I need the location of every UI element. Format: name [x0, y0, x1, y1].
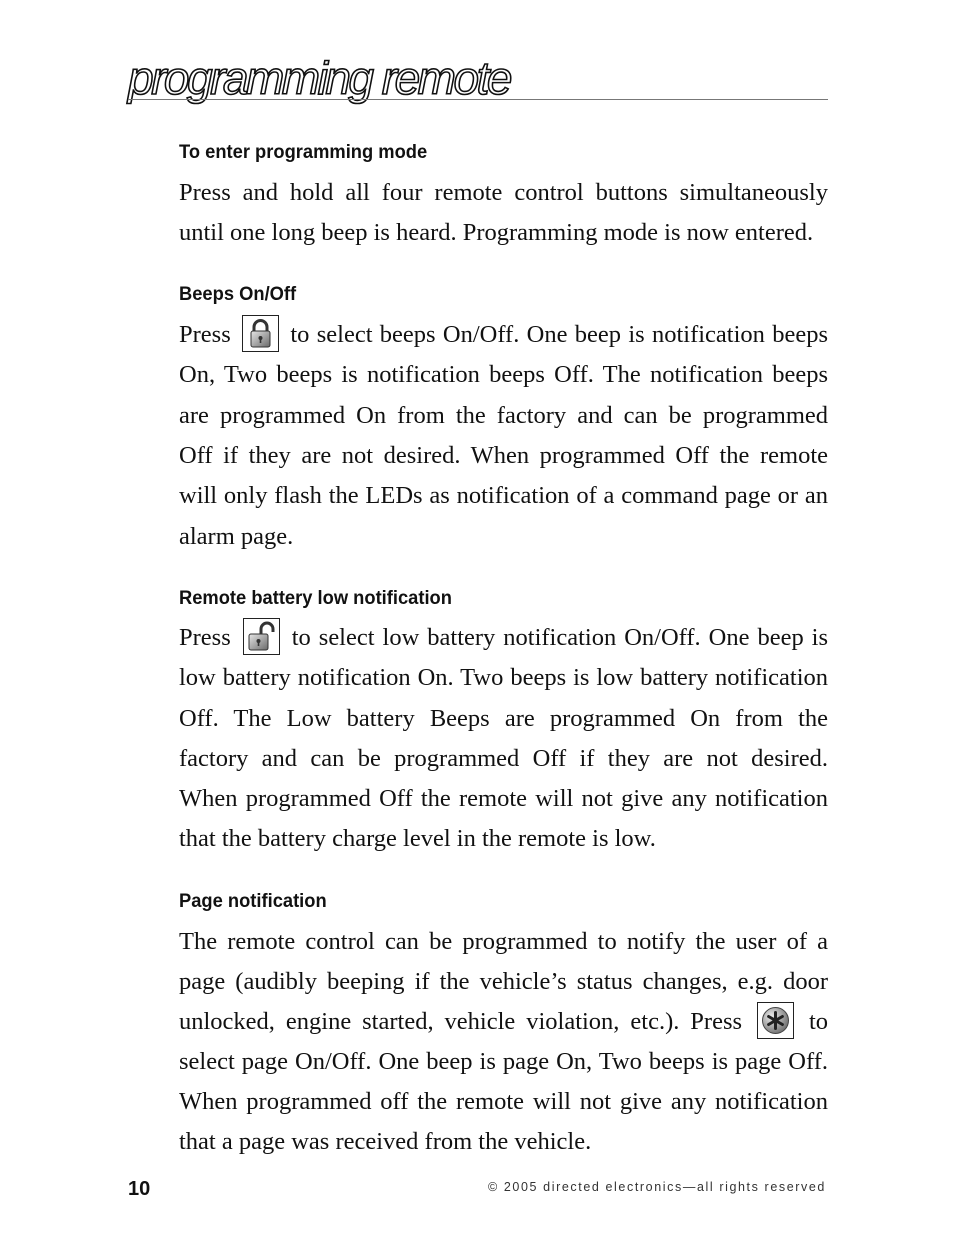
asterisk-icon	[757, 1002, 794, 1039]
section-heading-page-notification: Page notification	[179, 890, 327, 912]
section-heading-battery-low: Remote battery low notification	[179, 587, 452, 609]
body-line: page (audibly beeping if the vehicle’s status changes, e.g. door	[179, 968, 828, 995]
body-line: select page On/Off. One beep is page On, Two beeps is page Off.	[179, 1048, 828, 1075]
page-title: programming remote	[128, 52, 510, 104]
body-line: that the battery charge level in the remote is low.	[179, 825, 656, 852]
body-text: Press	[179, 624, 231, 651]
title-rule	[128, 99, 828, 100]
body-text: Press	[179, 321, 231, 348]
body-line: low battery notification On. Two beeps is low battery notification	[179, 664, 828, 691]
body-line-with-icon	[179, 1002, 828, 1042]
body-line: Off. The Low battery Beeps are programmed On from the	[179, 705, 828, 732]
body-line: Off if they are not desired. When programmed Off the remote	[179, 442, 828, 469]
lock-closed-icon	[242, 315, 279, 352]
section-heading-programming-mode: To enter programming mode	[179, 141, 428, 163]
body-line: When programmed off the remote will not give any notification	[179, 1088, 828, 1115]
body-line: Press and hold all four remote control buttons simultaneously	[179, 179, 828, 206]
page-number: 10	[128, 1178, 151, 1200]
body-text: to select low battery notification On/Off. One beep is	[291, 624, 829, 651]
body-line: On, Two beeps is notification beeps Off. The notification beeps	[179, 361, 828, 388]
body-line-with-icon	[179, 315, 828, 355]
body-line-with-icon	[179, 618, 828, 658]
body-line: The remote control can be programmed to notify the user of a	[179, 928, 828, 955]
body-line: are programmed On from the factory and can be programmed	[179, 402, 828, 429]
body-text: to	[808, 1008, 828, 1035]
section-heading-beeps: Beeps On/Off	[179, 283, 297, 305]
body-line: When programmed Off the remote will not give any notification	[179, 785, 828, 812]
body-text: to select beeps On/Off. One beep is notification beeps	[290, 321, 829, 348]
body-text: unlocked, engine started, vehicle violation, etc.). Press	[179, 1008, 743, 1035]
body-line: will only flash the LEDs as notification of a command page or an	[179, 482, 828, 509]
footer-copyright: © 2005 directed electronics—all rights reserved	[487, 1180, 826, 1194]
body-line: until one long beep is heard. Programming mode is now entered.	[179, 219, 814, 246]
body-line: factory and can be programmed Off if they are not desired.	[179, 745, 828, 772]
lock-open-icon	[243, 618, 280, 655]
body-line: that a page was received from the vehicle.	[179, 1128, 592, 1155]
body-line: alarm page.	[179, 523, 294, 550]
